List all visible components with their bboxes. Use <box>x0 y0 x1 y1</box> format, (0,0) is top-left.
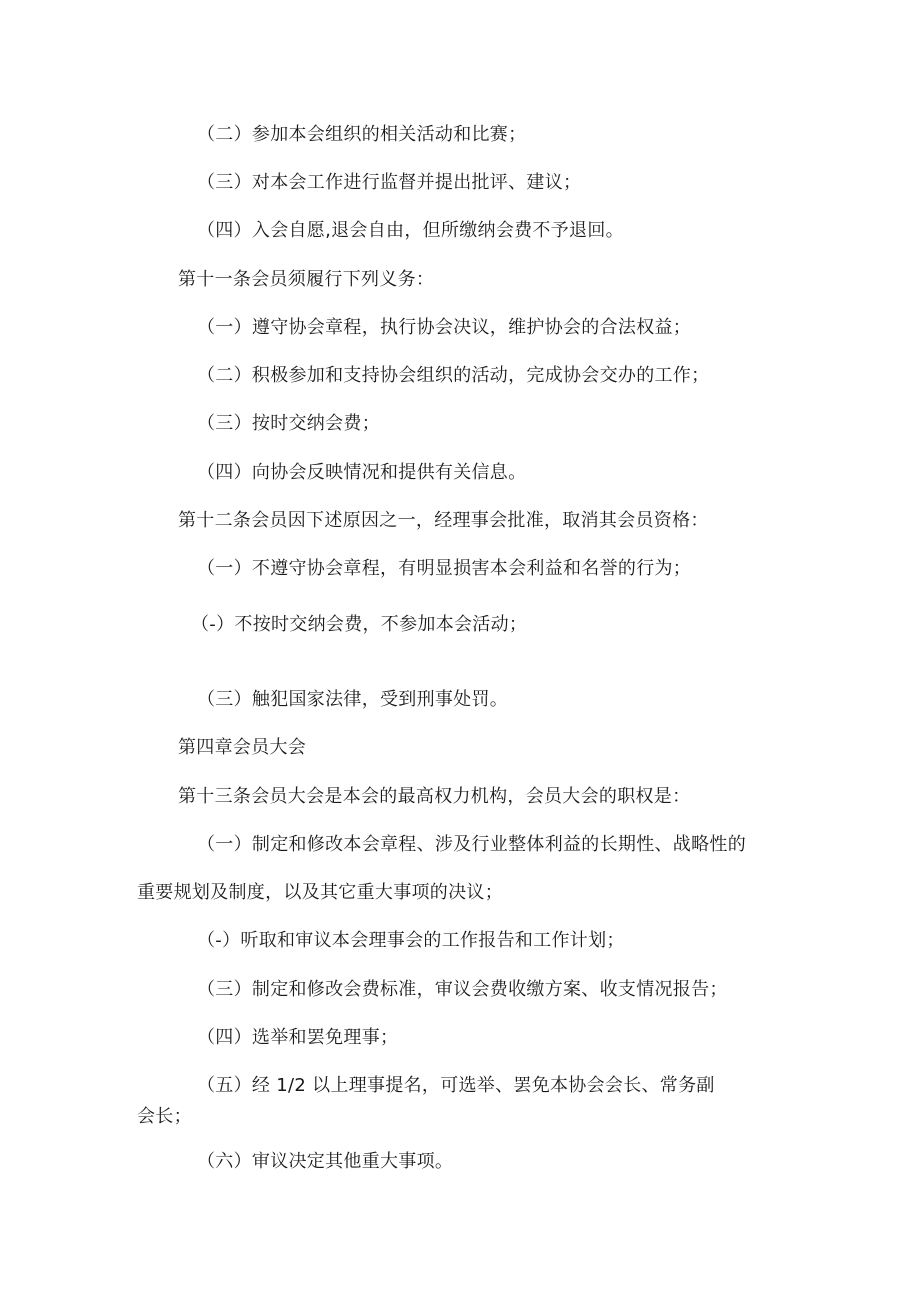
text-line: （-）听取和审议本会理事会的工作报告和工作计划； <box>197 930 625 951</box>
text-line: （三）制定和修改会费标准，审议会费收缴方案、收支情况报告； <box>197 979 728 1000</box>
text-line: （五）经 1/2 以上理事提名，可选举、罢免本协会会长、常务副 <box>197 1075 715 1096</box>
text-line: （四）选举和罢免理事； <box>197 1027 399 1048</box>
text-line: 重要规划及制度，以及其它重大事项的决议； <box>137 882 503 903</box>
text-line: （一）不遵守协会章程，有明显损害本会利益和名誉的行为； <box>197 558 692 579</box>
text-line: （四）向协会反映情况和提供有关信息。 <box>197 462 527 483</box>
chapter-heading: 第四章会员大会 <box>178 737 307 758</box>
article-heading: 第十一条会员须履行下列义务： <box>178 269 435 290</box>
text-line: （一）制定和修改本会章程、涉及行业整体利益的长期性、战略性的 <box>197 834 746 855</box>
text-line: （二）积极参加和支持协会组织的活动，完成协会交办的工作； <box>197 365 710 386</box>
text-line: （六）审议决定其他重大事项。 <box>197 1151 454 1172</box>
text-line: （四）入会自愿,退会自由，但所缴纳会费不予退回。 <box>197 220 624 241</box>
text-line: （-）不按时交纳会费，不参加本会活动； <box>191 614 528 635</box>
text-line: （三）触犯国家法律，受到刑事处罚。 <box>197 689 509 710</box>
article-heading: 第十三条会员大会是本会的最高权力机构，会员大会的职权是： <box>178 786 691 807</box>
text-line: 会长； <box>137 1106 192 1127</box>
text-line: （二）参加本会组织的相关活动和比赛； <box>197 124 527 145</box>
text-line: （三）对本会工作进行监督并提出批评、建议； <box>197 172 582 193</box>
text-line: （一）遵守协会章程，执行协会决议，维护协会的合法权益； <box>197 317 692 338</box>
article-heading: 第十二条会员因下述原因之一，经理事会批准，取消其会员资格： <box>178 510 709 531</box>
text-line: （三）按时交纳会费； <box>197 413 380 434</box>
